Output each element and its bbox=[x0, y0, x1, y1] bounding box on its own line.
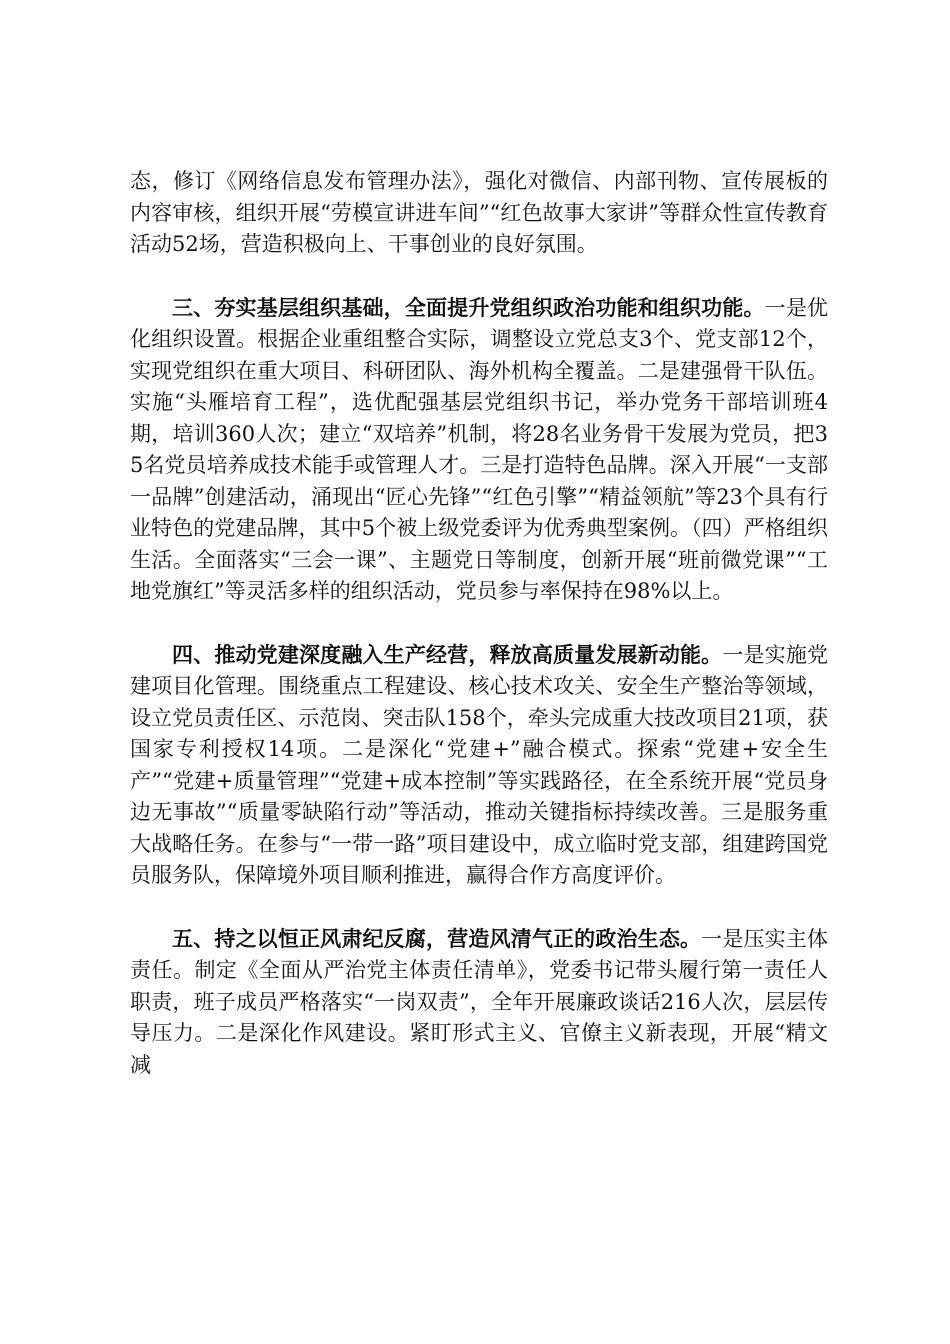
paragraph-section-3 bbox=[130, 292, 828, 608]
paragraph-body: 一是优化组织设置。根据企业重组整合实际，调整设立党总支3个、党支部12个，实现党组织在重大项目、科研团队、海外机构全覆盖。二是建强骨干队伍。实施“头雁培育工程”，选优配强基层党组织书记，举办党务干部培训班4期，培训360人次；建立“双培养”机制，将28名业务骨干发展为党员，把35名党员培养成技术能手或管理人才。三是打造特色品牌。深入开展“一支部一品牌”创建活动，涌现出“匠心先锋”“红色引擎”“精益领航”等23个具有行业特色的党建品牌，其中5个被上级党委评为优秀典型案例。（四）严格组织生活。全面落实“三会一课”、主题党日等制度，创新开展“班前微党课”“工地党旗红”等灵活多样的组织活动，党员参与率保持在98%以上。 bbox=[130, 295, 829, 603]
paragraph-continuation bbox=[130, 166, 828, 261]
paragraph-section-4 bbox=[130, 639, 828, 892]
paragraph-body: 态，修订《网络信息发布管理办法》，强化对微信、内部刊物、宣传展板的内容审核，组织开展“劳模宣讲进车间”“红色故事大家讲”等群众性宣传教育活动52场，营造积极向上、干事创业的良好氛围。 bbox=[130, 169, 828, 256]
document-page bbox=[130, 166, 828, 1081]
paragraph-gap bbox=[130, 892, 828, 923]
paragraph-section-5 bbox=[130, 923, 828, 1082]
section-heading: 四、推动党建深度融入生产经营，释放高质量发展新动能。 bbox=[172, 641, 723, 667]
section-heading: 三、夯实基层组织基础，全面提升党组织政治功能和组织功能。 bbox=[172, 294, 765, 320]
section-heading: 五、持之以恒正风肃纪反腐，营造风清气正的政治生态。 bbox=[172, 925, 702, 951]
paragraph-body: 一是实施党建项目化管理。围绕重点工程建设、核心技术攻关、安全生产整治等领域，设立党员责任区、示范岗、突击队158个，牵头完成重大技改项目21项，获国家专利授权14项。二是深化“党建+”融合模式。探索“党建+安全生产”“党建+质量管理”“党建+成本控制”等实践路径，在全系统开展“党员身边无事故”“质量零缺陷行动”等活动，推动关键指标持续改善。三是服务重大战略任务。在参与“一带一路”项目建设中，成立临时党支部，组建跨国党员服务队，保障境外项目顺利推进，赢得合作方高度评价。 bbox=[130, 642, 829, 887]
paragraph-body: 一是压实主体责任。制定《全面从严治党主体责任清单》，党委书记带头履行第一责任人职责，班子成员严格落实“一岗双责”，全年开展廉政谈话216人次，层层传导压力。二是深化作风建设。紧盯形式主义、官僚主义新表现，开展“精文减 bbox=[130, 926, 829, 1077]
paragraph-gap bbox=[130, 261, 828, 292]
paragraph-gap bbox=[130, 608, 828, 639]
